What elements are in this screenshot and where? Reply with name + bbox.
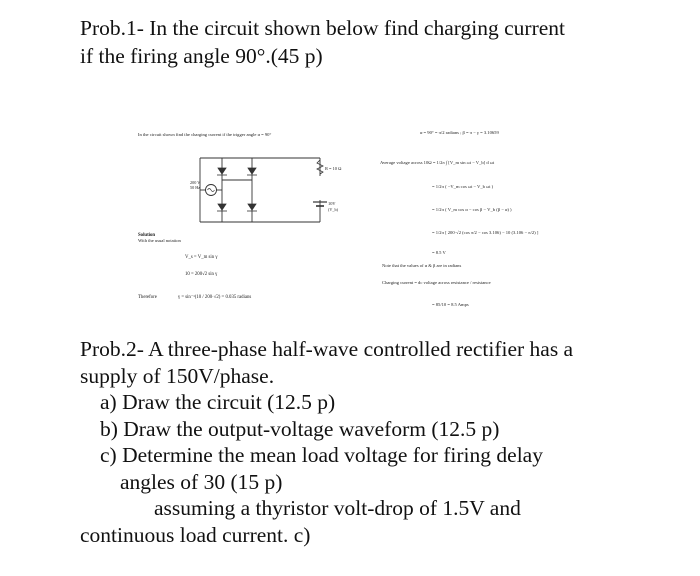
problem-1-statement [80,14,680,70]
radians-note: Note that the values of α & β are in radians [382,263,462,268]
notation-text: With the usual notation [138,238,181,243]
problem-2-final-line: continuous load current. c) [80,522,311,547]
right-equation-c: = 1/2π [ 200·√2 (cos π/2 − cos 3.106) − 10 (3.106 − π/2) ] [432,230,539,235]
solution-figure [130,118,580,328]
right-equation-d: = 8.5 V [432,250,446,255]
problem-2-line-2: supply of 150V/phase. [80,363,275,388]
right-equation-a: = 1/2π ( −V_m cos ωt − V_b ωt ) [432,184,494,189]
source-frequency-label: 50 Hz [190,185,201,190]
problem-1-line-1: Prob.1- In the circuit shown below find charging current [80,16,566,40]
charging-current-label: Charging current = dc voltage across resistance / resistance [382,280,491,285]
source-voltage-label: 200 V [190,180,201,185]
problem-2-part-c: c) Determine the mean load voltage for firing delay [100,443,543,467]
left-equation-3: γ = sin⁻¹(10 / 200·√2) = 0.035 radians [178,295,252,300]
thyristor-symbols [217,168,257,211]
right-equation-b: = 1/2π ( V_m cos α − cos β − V_b (β − α) ) [432,207,512,212]
problem-2-statement [80,336,680,548]
circuit-solution-image [130,118,580,328]
right-equation-e: = 85/10 = 8.5 Amps [432,302,469,307]
left-equation-1: V_s = V_m sin γ [185,255,218,260]
battery-symbol-label: (V_b) [328,207,339,212]
battery-voltage-label: 10V [328,201,336,206]
problem-2-assumption: assuming a thyristor volt-drop of 1.5V and [154,496,521,520]
left-equation-2: 10 = 200√2 sin γ [185,272,218,277]
right-equation-top: α = 90° = π/2 radians ; β = π − γ = 3.10659 [420,130,499,135]
therefore-label: Therefore [138,295,157,300]
resistor-label: R = 10 Ω [325,166,342,171]
problem-2-part-c-cont: angles of 30 (15 p) [120,469,283,494]
problem-2-part-a: a) Draw the circuit (12.5 p) [100,390,336,414]
problem-2-line-1: Prob.2- A three-phase half-wave controlled rectifier has a [80,337,574,361]
average-voltage-label: Average voltage across 10Ω = 1/2π ∫ [V_m sin ωt − V_b] d ωt [380,160,495,165]
left-heading: In the circuit shown find the charging current if the trigger angle α = 90° [138,132,272,137]
solution-heading: Solution [138,233,156,238]
problem-2-part-b: b) Draw the output-voltage waveform (12.5 p) [100,416,500,441]
problem-1-line-2: if the firing angle 90°.(45 p) [80,44,323,68]
